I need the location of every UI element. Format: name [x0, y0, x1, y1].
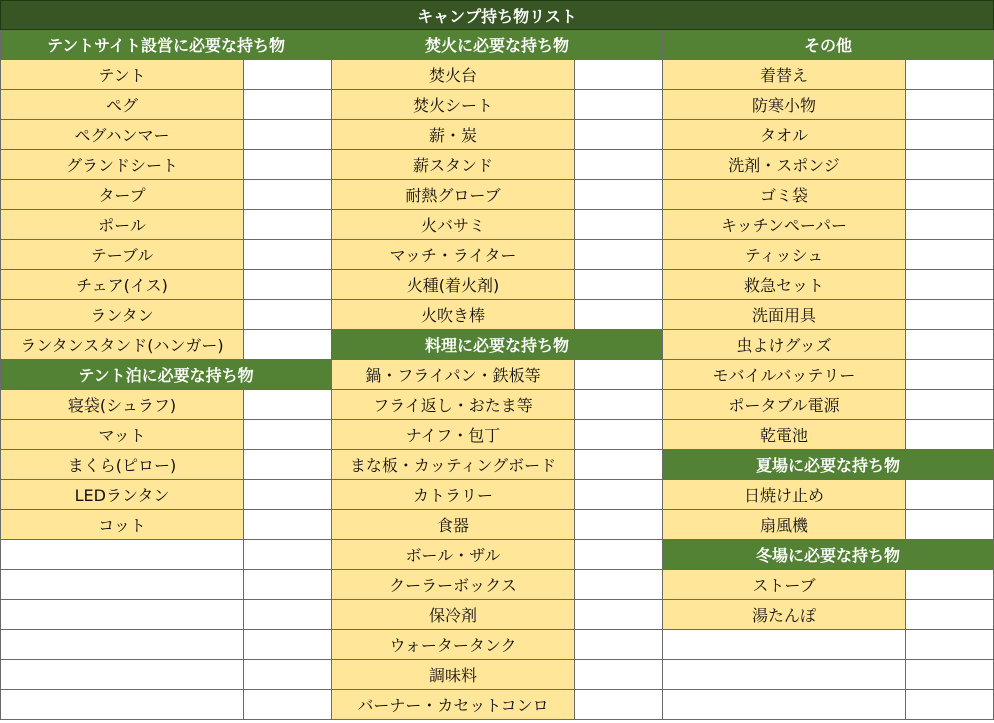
empty-row [0, 570, 332, 600]
empty-cell[interactable] [0, 690, 244, 720]
item-name-cell[interactable]: まな板・カッティングボード [332, 450, 575, 480]
item-name-cell[interactable]: タープ [0, 180, 244, 210]
item-name-cell[interactable]: 乾電池 [663, 420, 906, 450]
checklist-row [332, 210, 663, 240]
checklist-row [663, 120, 994, 150]
item-name-cell[interactable]: 火吹き棒 [332, 300, 575, 330]
check-cell[interactable] [575, 270, 663, 300]
section-header[interactable]: 夏場に必要な持ち物 [663, 450, 994, 480]
section-header-row [0, 360, 332, 390]
check-cell[interactable] [575, 450, 663, 480]
check-cell[interactable] [244, 150, 332, 180]
item-name-cell[interactable]: 虫よけグッズ [663, 330, 906, 360]
checklist-row [663, 240, 994, 270]
checklist-row [0, 450, 332, 480]
empty-cell[interactable] [244, 690, 332, 720]
checklist-row [0, 510, 332, 540]
section-header-row [0, 30, 332, 60]
empty-cell[interactable] [244, 660, 332, 690]
checklist-row [332, 300, 663, 330]
column-other-seasonal [663, 30, 994, 720]
checklist-row [663, 390, 994, 420]
checklist-row [332, 480, 663, 510]
check-cell[interactable] [575, 690, 663, 720]
check-cell[interactable] [906, 420, 994, 450]
checklist-row [663, 180, 994, 210]
checklist-row [0, 210, 332, 240]
section-header[interactable]: 料理に必要な持ち物 [332, 330, 663, 360]
item-name-cell[interactable]: LEDランタン [0, 480, 244, 510]
item-name-cell[interactable]: ペグハンマー [0, 120, 244, 150]
item-name-cell[interactable]: 鍋・フライパン・鉄板等 [332, 360, 575, 390]
checklist-row [332, 570, 663, 600]
checklist-row [0, 60, 332, 90]
check-cell[interactable] [575, 180, 663, 210]
check-cell[interactable] [244, 90, 332, 120]
checklist-row [663, 210, 994, 240]
column-tent-site [0, 30, 332, 720]
sheet-title[interactable]: キャンプ持ち物リスト [0, 0, 994, 30]
check-cell[interactable] [575, 420, 663, 450]
check-cell[interactable] [906, 330, 994, 360]
column-bonfire-cooking [332, 30, 663, 720]
empty-cell[interactable] [0, 630, 244, 660]
item-name-cell[interactable]: 防寒小物 [663, 90, 906, 120]
item-name-cell[interactable]: ゴミ袋 [663, 180, 906, 210]
checklist-row [663, 60, 994, 90]
check-cell[interactable] [244, 450, 332, 480]
checklist-row [332, 630, 663, 660]
check-cell[interactable] [906, 510, 994, 540]
check-cell[interactable] [906, 150, 994, 180]
checklist-row [332, 510, 663, 540]
checklist-row [332, 390, 663, 420]
check-cell[interactable] [575, 540, 663, 570]
item-name-cell[interactable]: グランドシート [0, 150, 244, 180]
checklist-row [663, 300, 994, 330]
check-cell[interactable] [906, 360, 994, 390]
check-cell[interactable] [575, 120, 663, 150]
check-cell[interactable] [244, 390, 332, 420]
item-name-cell[interactable]: ストーブ [663, 570, 906, 600]
item-name-cell[interactable]: マッチ・ライター [332, 240, 575, 270]
item-name-cell[interactable]: テーブル [0, 240, 244, 270]
item-name-cell[interactable]: 火種(着火剤) [332, 270, 575, 300]
item-name-cell[interactable]: 耐熱グローブ [332, 180, 575, 210]
checklist-row [663, 600, 994, 630]
item-name-cell[interactable]: 湯たんぽ [663, 600, 906, 630]
checklist-row [663, 570, 994, 600]
item-name-cell[interactable]: バーナー・カセットコンロ [332, 690, 575, 720]
section-header-row [663, 30, 994, 60]
empty-cell[interactable] [663, 660, 906, 690]
check-cell[interactable] [906, 600, 994, 630]
item-name-cell[interactable]: ポータブル電源 [663, 390, 906, 420]
item-name-cell[interactable]: ランタンスタンド(ハンガー) [0, 330, 244, 360]
checklist-row [0, 270, 332, 300]
empty-row [0, 600, 332, 630]
item-name-cell[interactable]: モバイルバッテリー [663, 360, 906, 390]
check-cell[interactable] [906, 390, 994, 420]
check-cell[interactable] [906, 180, 994, 210]
checklist-row [0, 150, 332, 180]
check-cell[interactable] [575, 630, 663, 660]
item-name-cell[interactable]: 調味料 [332, 660, 575, 690]
item-name-cell[interactable]: ペグ [0, 90, 244, 120]
checklist-row [0, 180, 332, 210]
checklist-row [663, 270, 994, 300]
section-header-row [332, 30, 663, 60]
check-cell[interactable] [575, 60, 663, 90]
checklist-row [332, 180, 663, 210]
checklist-row [332, 600, 663, 630]
item-name-cell[interactable]: マット [0, 420, 244, 450]
checklist-row [663, 510, 994, 540]
checklist-row [663, 330, 994, 360]
check-cell[interactable] [244, 180, 332, 210]
item-name-cell[interactable]: ポール [0, 210, 244, 240]
item-name-cell[interactable]: 焚火台 [332, 60, 575, 90]
item-name-cell[interactable]: 日焼け止め [663, 480, 906, 510]
checklist-row [0, 300, 332, 330]
empty-cell[interactable] [906, 630, 994, 660]
empty-cell[interactable] [244, 570, 332, 600]
item-name-cell[interactable]: 薪・炭 [332, 120, 575, 150]
empty-row [0, 690, 332, 720]
item-name-cell[interactable]: 食器 [332, 510, 575, 540]
check-cell[interactable] [575, 90, 663, 120]
empty-row [0, 630, 332, 660]
item-name-cell[interactable]: チェア(イス) [0, 270, 244, 300]
checklist-row [663, 420, 994, 450]
item-name-cell[interactable]: 扇風機 [663, 510, 906, 540]
checklist-row [0, 390, 332, 420]
checklist-row [332, 150, 663, 180]
section-header[interactable]: 冬場に必要な持ち物 [663, 540, 994, 570]
item-name-cell[interactable]: 保冷剤 [332, 600, 575, 630]
checklist-row [332, 690, 663, 720]
item-name-cell[interactable]: 着替え [663, 60, 906, 90]
empty-cell[interactable] [663, 690, 906, 720]
item-name-cell[interactable]: ランタン [0, 300, 244, 330]
empty-cell[interactable] [906, 660, 994, 690]
empty-cell[interactable] [0, 540, 244, 570]
check-cell[interactable] [244, 480, 332, 510]
checklist-row [332, 120, 663, 150]
item-name-cell[interactable]: テント [0, 60, 244, 90]
checklist-row [663, 150, 994, 180]
item-name-cell[interactable]: ボール・ザル [332, 540, 575, 570]
check-cell[interactable] [906, 270, 994, 300]
item-name-cell[interactable]: 焚火シート [332, 90, 575, 120]
empty-cell[interactable] [244, 600, 332, 630]
check-cell[interactable] [244, 120, 332, 150]
checklist-row [0, 420, 332, 450]
check-cell[interactable] [244, 60, 332, 90]
checklist-row [332, 90, 663, 120]
checklist-row [332, 420, 663, 450]
item-name-cell[interactable]: クーラーボックス [332, 570, 575, 600]
empty-cell[interactable] [906, 690, 994, 720]
empty-row [663, 690, 994, 720]
check-cell[interactable] [906, 480, 994, 510]
checklist-row [663, 480, 994, 510]
check-cell[interactable] [906, 120, 994, 150]
item-name-cell[interactable]: 薪スタンド [332, 150, 575, 180]
item-name-cell[interactable]: 火バサミ [332, 210, 575, 240]
checklist-row [0, 90, 332, 120]
checklist-row [0, 120, 332, 150]
check-cell[interactable] [906, 240, 994, 270]
check-cell[interactable] [575, 210, 663, 240]
check-cell[interactable] [244, 510, 332, 540]
check-cell[interactable] [906, 570, 994, 600]
checklist-row [663, 90, 994, 120]
checklist-row [332, 450, 663, 480]
checklist-row [332, 270, 663, 300]
check-cell[interactable] [906, 210, 994, 240]
item-name-cell[interactable]: 寝袋(シュラフ) [0, 390, 244, 420]
item-name-cell[interactable]: ウォータータンク [332, 630, 575, 660]
check-cell[interactable] [244, 300, 332, 330]
check-cell[interactable] [575, 240, 663, 270]
check-cell[interactable] [575, 510, 663, 540]
section-header-row [663, 540, 994, 570]
empty-row [0, 660, 332, 690]
check-cell[interactable] [906, 60, 994, 90]
checklist-row [332, 360, 663, 390]
check-cell[interactable] [244, 240, 332, 270]
section-header[interactable]: その他 [663, 30, 994, 60]
section-header[interactable]: テントサイト設営に必要な持ち物 [0, 30, 332, 60]
checklist-row [332, 540, 663, 570]
check-cell[interactable] [906, 300, 994, 330]
section-header[interactable]: 焚火に必要な持ち物 [332, 30, 663, 60]
empty-cell[interactable] [244, 540, 332, 570]
check-cell[interactable] [575, 480, 663, 510]
check-cell[interactable] [244, 420, 332, 450]
checklist-row [663, 360, 994, 390]
empty-row [663, 630, 994, 660]
item-name-cell[interactable]: カトラリー [332, 480, 575, 510]
empty-row [0, 540, 332, 570]
empty-cell[interactable] [0, 600, 244, 630]
check-cell[interactable] [575, 570, 663, 600]
check-cell[interactable] [575, 360, 663, 390]
empty-row [663, 660, 994, 690]
checklist-row [0, 480, 332, 510]
item-name-cell[interactable]: 救急セット [663, 270, 906, 300]
check-cell[interactable] [575, 300, 663, 330]
checklist-row [332, 60, 663, 90]
section-header-row [332, 330, 663, 360]
item-name-cell[interactable]: タオル [663, 120, 906, 150]
item-name-cell[interactable]: ティッシュ [663, 240, 906, 270]
item-name-cell[interactable]: ナイフ・包丁 [332, 420, 575, 450]
empty-cell[interactable] [0, 570, 244, 600]
check-cell[interactable] [244, 330, 332, 360]
check-cell[interactable] [244, 210, 332, 240]
check-cell[interactable] [575, 390, 663, 420]
item-name-cell[interactable]: コット [0, 510, 244, 540]
empty-cell[interactable] [244, 630, 332, 660]
item-name-cell[interactable]: 洗剤・スポンジ [663, 150, 906, 180]
check-cell[interactable] [575, 660, 663, 690]
checklist-row [332, 660, 663, 690]
item-name-cell[interactable]: まくら(ピロー) [0, 450, 244, 480]
empty-cell[interactable] [0, 660, 244, 690]
check-cell[interactable] [575, 600, 663, 630]
check-cell[interactable] [575, 150, 663, 180]
checklist-row [0, 330, 332, 360]
section-header-row [663, 450, 994, 480]
check-cell[interactable] [906, 90, 994, 120]
item-name-cell[interactable]: キッチンペーパー [663, 210, 906, 240]
checklist-row [0, 240, 332, 270]
check-cell[interactable] [244, 270, 332, 300]
item-name-cell[interactable]: 洗面用具 [663, 300, 906, 330]
empty-cell[interactable] [663, 630, 906, 660]
checklist-row [332, 240, 663, 270]
section-header[interactable]: テント泊に必要な持ち物 [0, 360, 332, 390]
item-name-cell[interactable]: フライ返し・おたま等 [332, 390, 575, 420]
